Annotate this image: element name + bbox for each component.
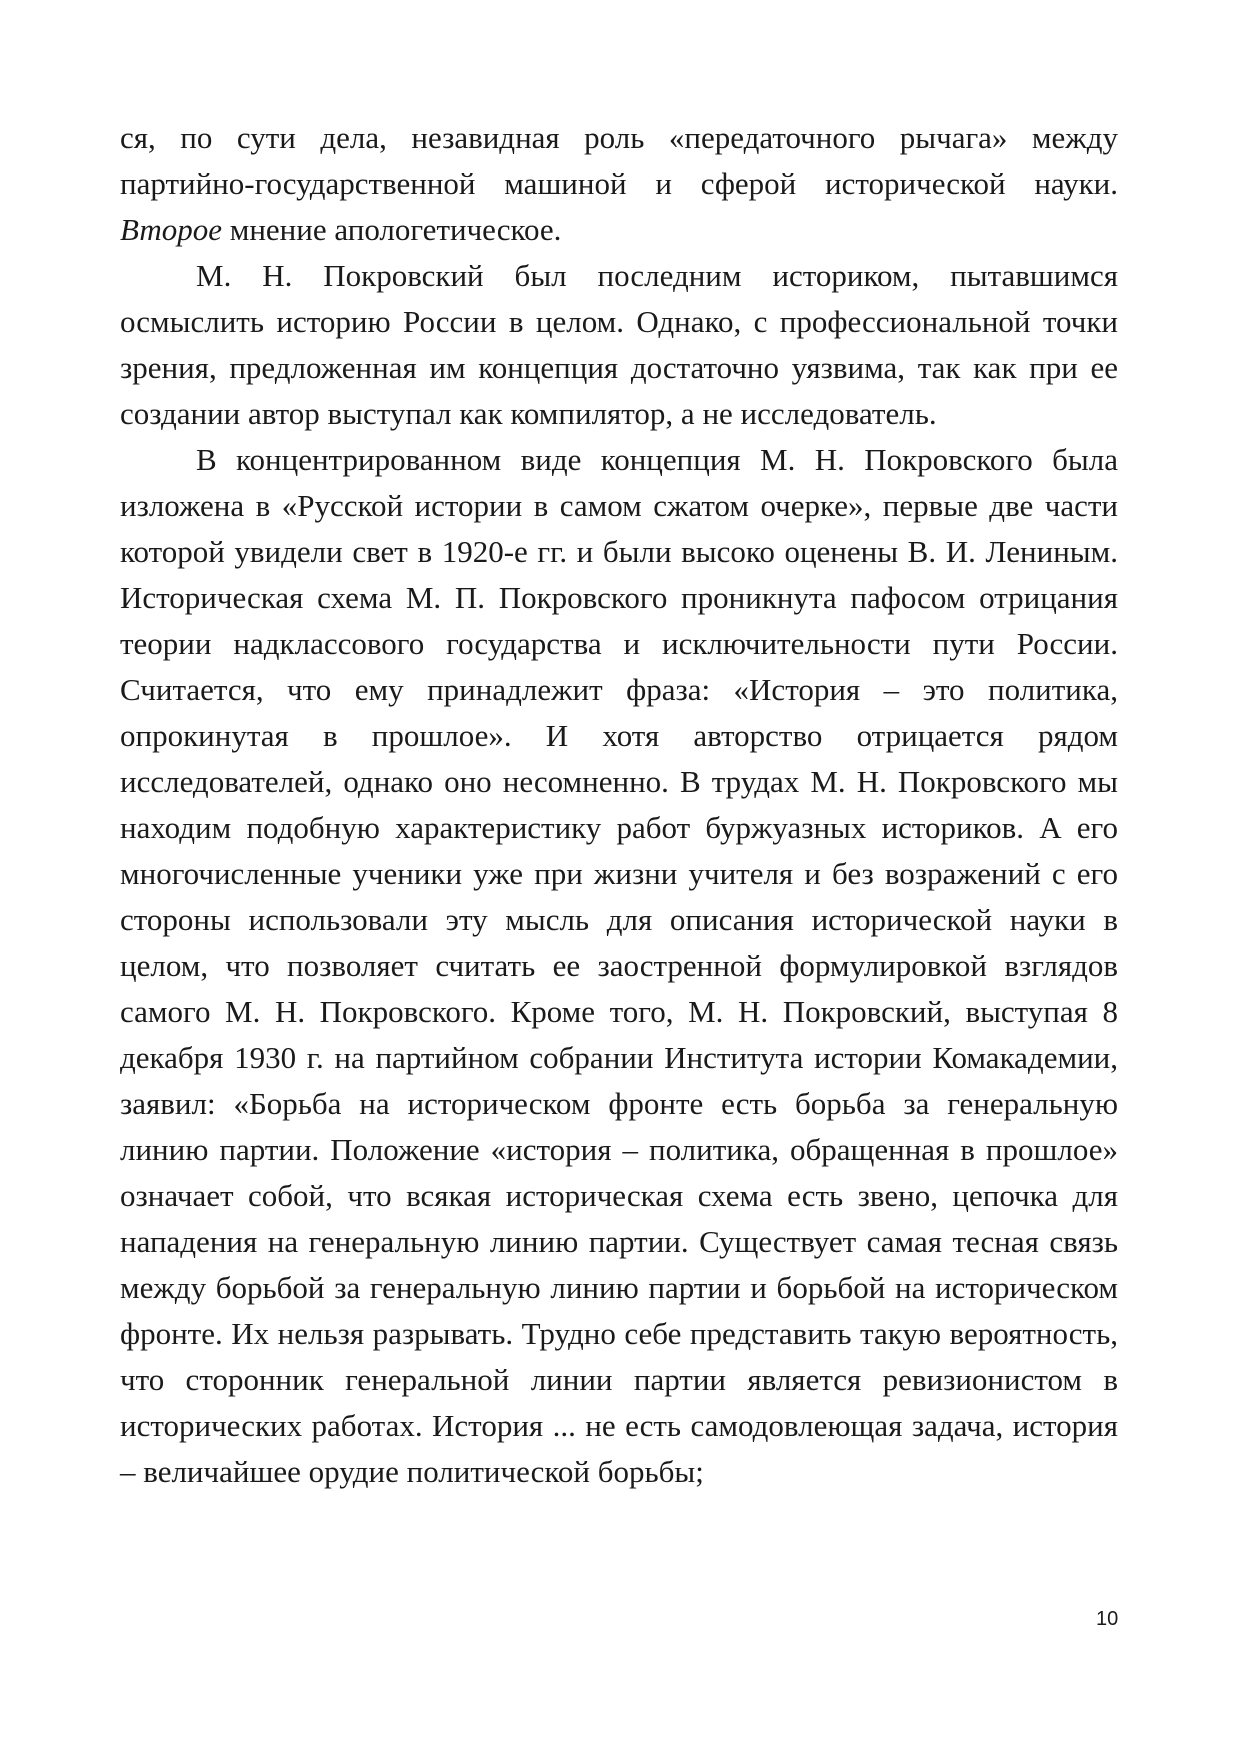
paragraph-3: В концентрированном виде концепция М. Н. Покровского была изложена в «Русской истории в самом сжатом очерке», первые две части которой увидели свет в 1920-е гг. и были высоко оценены В. И. Лениным. Историческая схема М. П. Покровского проникнута пафосом отрицания теории надклассового государства и исключительности пути России. Считается, что ему принадлежит фраза: «История – это политика, опрокинутая в прошлое». И хотя авторство отрицается рядом исследователей, однако оно несомненно. В трудах М. Н. Покровского мы находим подобную характеристику работ буржуазных историков. А его многочисленные ученики уже при жизни учителя и без возражений с его стороны использовали эту мысль для описания исторической науки в целом, что позволяет считать ее заостренной формулировкой взглядов самого М. Н. Покровского. Кроме того, М. Н. Покровский, выступая 8 декабря 1930 г. на партийном собрании Института истории Комакадемии, заявил: «Борьба на историческом фронте есть борьба за генеральную линию партии. Положение «история – политика, обращенная в прошлое» означает собой, что всякая историческая схема есть звено, цепочка для нападения на генеральную линию партии. Существует самая тесная связь между борьбой за генеральную линию партии и борьбой на историческом фронте. Их нельзя разрывать. Трудно себе представить такую вероятность, что сторонник генеральной линии партии является ревизионистом в исторических работах. История ... не есть самодовлеющая задача, история – величайшее орудие политической борьбы; bbox=[120, 442, 1118, 1489]
page-body bbox=[120, 115, 1118, 1495]
paragraph-2: М. Н. Покровский был последним историком, пытавшимся осмыслить историю России в целом. Однако, с профессиональной точки зрения, предложенная им концепция достаточно уязвима, так как при ее создании автор выступал как компилятор, а не исследователь. bbox=[120, 258, 1118, 431]
page-number: 10 bbox=[1096, 1608, 1119, 1630]
paragraph-1-text-end: мнение апологетическое. bbox=[221, 212, 562, 247]
paragraph-1-italic: Второе bbox=[120, 212, 222, 247]
paragraph-1 bbox=[120, 115, 1118, 253]
paragraph-1-text-start: ся, по сути дела, незавидная роль «передаточного рычага» между партийно-государственной машиной и сферой исторической науки. bbox=[120, 120, 1118, 201]
